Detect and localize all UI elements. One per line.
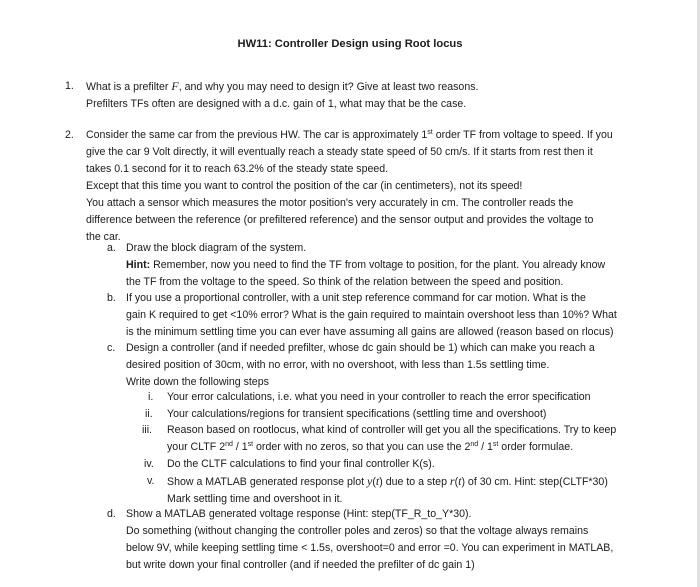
part-a-label: a. [107, 242, 116, 254]
step-iv-label: iv. [144, 458, 154, 470]
question-1-line-2: Prefilters TFs often are designed with a d.c. gain of 1, what may that be the case. [86, 98, 467, 110]
part-d-line-3: below 9V, while keeping settling time < 1.5s, overshoot=0 and error =0. You can experiment in MATLAB, [126, 542, 614, 554]
step-v-label: v. [147, 475, 155, 487]
part-c-line-1: Design a controller (and if needed prefilter, whose dc gain should be 1) which can make you reach a [126, 342, 595, 354]
step-v-line-1: Show a MATLAB generated response plot y(t) due to a step r(t) of 30 cm. Hint: step(CLTF*30) [167, 474, 608, 488]
document-title: HW11: Controller Design using Root locus [237, 38, 463, 50]
part-b-line-3: is the minimum settling time you can ever have assuming all gains are allowed (reason based on rlocus) [126, 326, 614, 338]
question-1 [86, 78, 478, 113]
part-b-label: b. [107, 292, 116, 304]
step-i-label: i. [148, 391, 154, 403]
step-i-line-1: Your error calculations, i.e. what you need in your controller to reach the error specification [167, 391, 591, 403]
question-2-line-2: give the car 9 Volt directly, it will eventually reach a steady state speed of 50 cm/s. If it starts from rest then it [86, 146, 593, 158]
question-2-line-6: difference between the reference (or prefiltered reference) and the sensor output and provides the voltage to [86, 214, 594, 226]
step-iii-line-1: Reason based on rootlocus, what kind of controller will get you all the specifications. Try to keep [167, 424, 617, 436]
part-d-label: d. [107, 508, 116, 520]
question-2-number: 2. [65, 129, 74, 141]
part-d-line-4: but write down your final controller (and if needed the prefilter of dc gain 1) [126, 559, 475, 571]
step-iii [167, 422, 616, 456]
hint-text: Remember, now you need to find the TF from voltage to position, for the plant. You already know [153, 259, 606, 271]
part-b [126, 290, 617, 341]
part-c-line-2: desired position of 30cm, with no error, with no overshoot, with less than 1.5s settling time. [126, 359, 550, 371]
step-iii-label: iii. [142, 424, 153, 436]
step-v-line-2: Mark settling time and overshoot in it. [167, 493, 343, 505]
part-c-label: c. [107, 342, 116, 354]
question-2-line-7: the car. [86, 231, 121, 243]
question-2-line-4: Except that this time you want to control the position of the car (in centimeters), not its speed! [86, 180, 523, 192]
step-ii-line-1: Your calculations/regions for transient specifications (settling time and overshoot) [167, 408, 547, 420]
question-2-line-1: Consider the same car from the previous HW. The car is approximately 1st order TF from voltage to speed. If you [86, 129, 613, 141]
part-a-hint-line-2: the TF from the voltage to the speed. So think of the relation between the speed and position. [126, 276, 564, 288]
question-2 [86, 127, 613, 246]
question-2-line-5: You attach a sensor which measures the motor position's very accurately in cm. The controller reads the [86, 197, 574, 209]
part-d [126, 506, 613, 574]
part-c-line-3: Write down the following steps [126, 376, 269, 388]
step-iii-line-2: your CLTF 2nd / 1st order with no zeros, so that you can use the 2nd / 1st order formulae. [167, 441, 574, 453]
part-b-line-2: gain K required to get <10% error? What is the gain required to maintain overshoot less than 10%? What [126, 309, 617, 321]
question-1-number: 1. [65, 80, 74, 92]
question-2-line-3: takes 0.1 second for it to reach 63.2% of the steady state speed. [86, 163, 389, 175]
part-a-line-1: Draw the block diagram of the system. [126, 242, 307, 254]
part-a [126, 240, 605, 291]
step-ii-label: ii. [145, 408, 153, 420]
part-a-hint-line-1 [126, 257, 605, 274]
step-v [167, 473, 608, 508]
part-b-line-1: If you use a proportional controller, with a unit step reference command for car motion. What is the [126, 292, 586, 304]
step-iv-line-1: Do the CLTF calculations to find your final controller K(s). [167, 458, 435, 470]
part-d-line-2: Do something (without changing the controller poles and zeros) so that the voltage always remains [126, 525, 589, 537]
part-c [126, 340, 595, 391]
part-d-line-1: Show a MATLAB generated voltage response (Hint: step(TF_R_to_Y*30). [126, 508, 472, 520]
hint-label: Hint: [126, 259, 151, 271]
question-1-line-1: What is a prefilter F, and why you may need to design it? Give at least two reasons. [86, 79, 479, 93]
